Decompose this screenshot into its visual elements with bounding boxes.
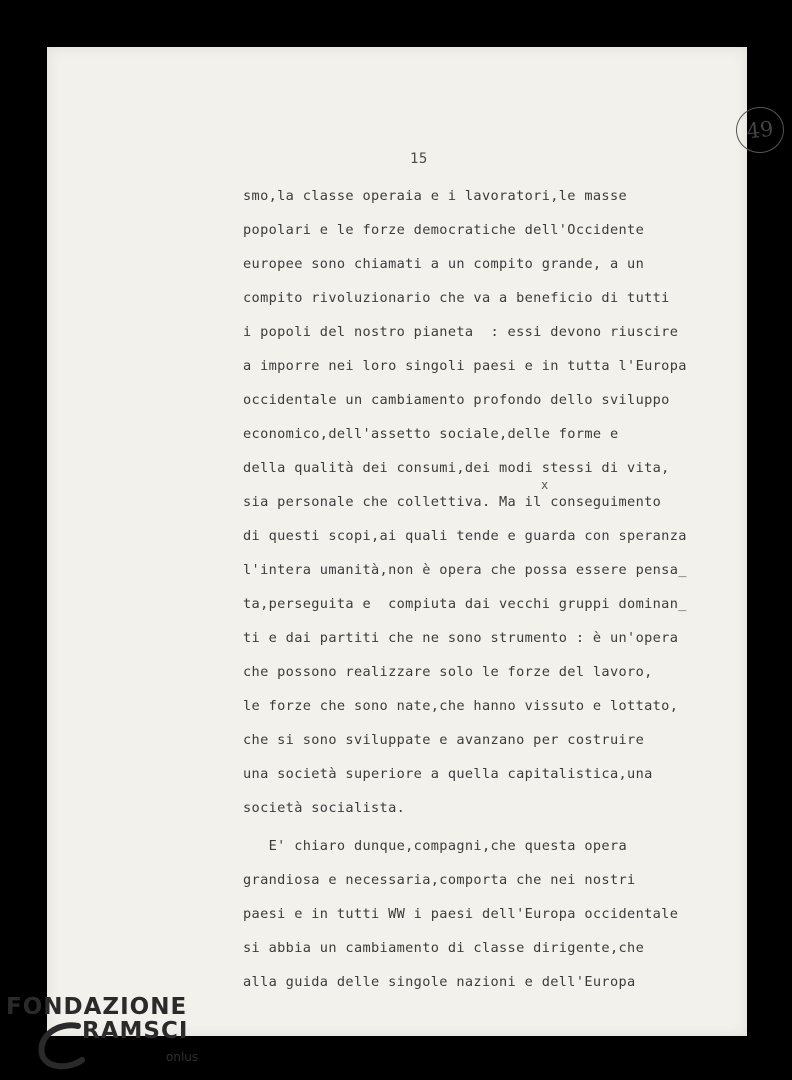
text-line: a imporre nei loro singoli paesi e in tutta l'Europa — [243, 358, 687, 374]
document-page — [47, 47, 775, 1036]
folio-number-circled — [734, 105, 787, 156]
text-line: ti e dai partiti che ne sono strumento : è un'opera — [243, 630, 679, 646]
fondazione-gramsci-watermark — [6, 994, 206, 1074]
handwritten-correction-mark: x — [541, 478, 549, 492]
text-line: economico,dell'assetto sociale,delle forme e — [243, 426, 619, 442]
folio-number: 49 — [745, 116, 775, 144]
text-line: una società superiore a quella capitalistica,una — [243, 766, 653, 782]
text-line: si abbia un cambiamento di classe dirigente,che — [243, 940, 645, 956]
text-line: compito rivoluzionario che va a beneficio di tutti — [243, 290, 670, 306]
text-line: della qualità dei consumi,dei modi stessi di vita, — [243, 460, 670, 476]
watermark-subtitle: RAMSCI — [82, 1018, 189, 1044]
text-line: europee sono chiamati a un compito grande, a un — [243, 256, 645, 272]
text-line: l'intera umanità,non è opera che possa essere pensa_ — [243, 562, 687, 578]
page-number: 15 — [410, 151, 428, 167]
text-line: che possono realizzare solo le forze del lavoro, — [243, 664, 653, 680]
text-line: occidentale un cambiamento profondo dello sviluppo — [243, 392, 670, 408]
text-line: società socialista. — [243, 800, 406, 816]
text-line: grandiosa e necessaria,comporta che nei nostri — [243, 872, 636, 888]
text-line: E' chiaro dunque,compagni,che questa opera — [243, 838, 628, 854]
watermark-tagline: onlus — [166, 1050, 199, 1064]
text-line: che si sono sviluppate e avanzano per costruire — [243, 732, 645, 748]
text-line: i popoli del nostro pianeta : essi devono riuscire — [243, 324, 679, 340]
text-line: ta,perseguita e compiuta dai vecchi gruppi dominan_ — [243, 596, 687, 612]
text-line: sia personale che collettiva. Ma il conseguimento — [243, 494, 662, 510]
text-line: alla guida delle singole nazioni e dell'Europa — [243, 974, 636, 990]
text-line: popolari e le forze democratiche dell'Occidente — [243, 222, 645, 238]
text-line: di questi scopi,ai quali tende e guarda con speranza — [243, 528, 687, 544]
watermark-title: FONDAZIONE — [6, 994, 188, 1020]
text-line: le forze che sono nate,che hanno vissuto e lottato, — [243, 698, 679, 714]
text-line: paesi e in tutti WW i paesi dell'Europa occidentale — [243, 906, 679, 922]
text-line: smo,la classe operaia e i lavoratori,le masse — [243, 188, 628, 204]
